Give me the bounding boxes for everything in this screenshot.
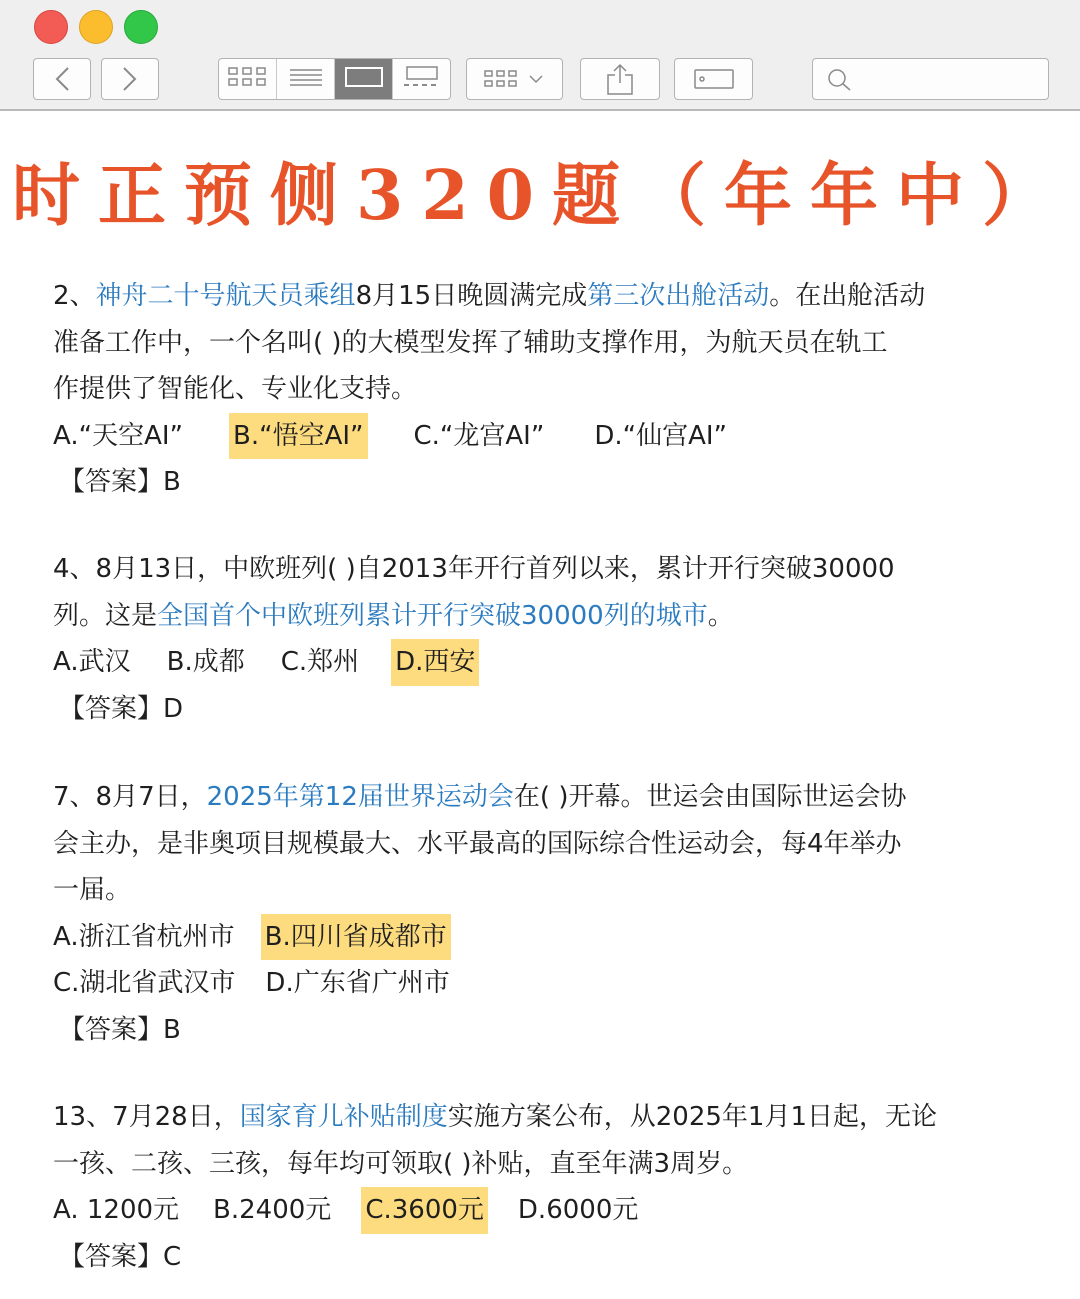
options-row: [53, 960, 1038, 1007]
question-text: 列。这是: [53, 600, 158, 631]
question-line: 准备工作中，一个名叫( )的大模型发挥了辅助支撑作用，为航天员在轨工: [53, 327, 888, 358]
question-line: [53, 593, 1038, 640]
column-view-button[interactable]: [335, 59, 393, 99]
back-icon: [54, 66, 70, 92]
question-block: [53, 273, 1038, 506]
question-text: 8月15日晚圆满完成: [355, 281, 588, 311]
question-line: 4、8月13日，中欧班列( )自2013年开行首列以来，累计开行突破30000: [53, 554, 895, 584]
option: B.成都: [166, 647, 245, 677]
group-icon: [484, 68, 546, 90]
question-text: 在( )开幕。世运会由国际世运会协: [513, 782, 907, 812]
option-correct: D.西安: [391, 639, 479, 686]
option-correct: B.“悟空AI”: [229, 413, 368, 460]
option: A.浙江省杭州市: [53, 921, 235, 952]
options-row: [53, 914, 1038, 961]
tag-button[interactable]: [674, 58, 753, 100]
question-block: [53, 1094, 1038, 1280]
question-line: 一届。: [53, 875, 132, 905]
highlight-link: 2025年第12届世界运动会: [206, 782, 514, 812]
option: C.“龙宫AI”: [413, 420, 545, 451]
option: B.2400元: [213, 1195, 332, 1225]
forward-icon: [122, 66, 138, 92]
highlight-link: 神舟二十号航天员乘组: [95, 281, 356, 311]
icon-view-button[interactable]: [219, 59, 277, 99]
highlight-link: 国家育儿补贴制度: [239, 1102, 448, 1132]
list-view-icon: [289, 67, 323, 91]
option: A.“天空AI”: [53, 420, 183, 451]
answer-label: 【答案】B: [59, 467, 181, 497]
option: A.武汉: [53, 647, 131, 677]
minimize-window-button[interactable]: [79, 10, 113, 44]
option: C.湖北省武汉市: [53, 968, 236, 998]
answer-label: 【答案】B: [59, 1014, 181, 1045]
back-button[interactable]: [33, 58, 91, 100]
options-row: [53, 413, 1038, 460]
forward-button[interactable]: [101, 58, 159, 100]
question-text: 7、8月7日，: [53, 782, 207, 812]
options-row: [53, 1187, 1038, 1234]
share-icon: [607, 63, 633, 95]
zoom-window-button[interactable]: [124, 10, 158, 44]
chevron-down-icon: [530, 76, 542, 82]
list-view-button[interactable]: [277, 59, 335, 99]
window-toolbar: [0, 0, 1080, 111]
tag-icon: [694, 68, 734, 90]
highlight-link: 第三次出舱活动: [587, 281, 770, 311]
question-number: 2、: [53, 281, 96, 311]
question-line: 作提供了智能化、专业化支持。: [53, 374, 418, 404]
option: A. 1200元: [53, 1195, 180, 1225]
question-text: 实施方案公布，从2025年1月1日起，无论: [447, 1102, 937, 1132]
option: D.6000元: [517, 1195, 639, 1225]
answer-label: 【答案】D: [59, 693, 184, 724]
question-text: 13、7月28日，: [53, 1102, 240, 1132]
view-mode-segmented-control: [218, 58, 451, 100]
highlight-link: 全国首个中欧班列累计开行突破30000列的城市: [157, 600, 708, 631]
icon-view-icon: [228, 66, 268, 92]
option-correct: B.四川省成都市: [261, 914, 451, 961]
page-title: 时正预侧320题（年年中）: [12, 156, 1068, 236]
option: C.郑州: [280, 647, 360, 677]
gallery-view-button[interactable]: [393, 59, 450, 99]
group-by-button[interactable]: [466, 58, 563, 100]
option: D.“仙宫AI”: [594, 420, 728, 451]
option: D.广东省广州市: [265, 968, 450, 998]
question-block: [53, 546, 1038, 732]
gallery-view-icon: [403, 66, 441, 92]
question-line: 会主办，是非奥项目规模最大、水平最高的国际综合性运动会，每4年举办: [53, 828, 902, 859]
share-button[interactable]: [580, 58, 660, 100]
question-text: 。在出舱活动: [769, 281, 926, 311]
options-row: [53, 639, 1038, 686]
column-view-icon: [345, 66, 383, 92]
question-block: [53, 774, 1038, 1053]
option-correct: C.3600元: [361, 1187, 488, 1234]
question-line: [53, 1094, 1038, 1141]
question-text: 。: [707, 600, 734, 631]
question-line: [53, 774, 1038, 821]
close-window-button[interactable]: [34, 10, 68, 44]
answer-label: 【答案】C: [59, 1241, 182, 1272]
question-line: [53, 273, 1038, 320]
search-field[interactable]: [812, 58, 1049, 100]
question-line: 一孩、二孩、三孩，每年均可领取( )补贴，直至年满3周岁。: [53, 1148, 749, 1179]
